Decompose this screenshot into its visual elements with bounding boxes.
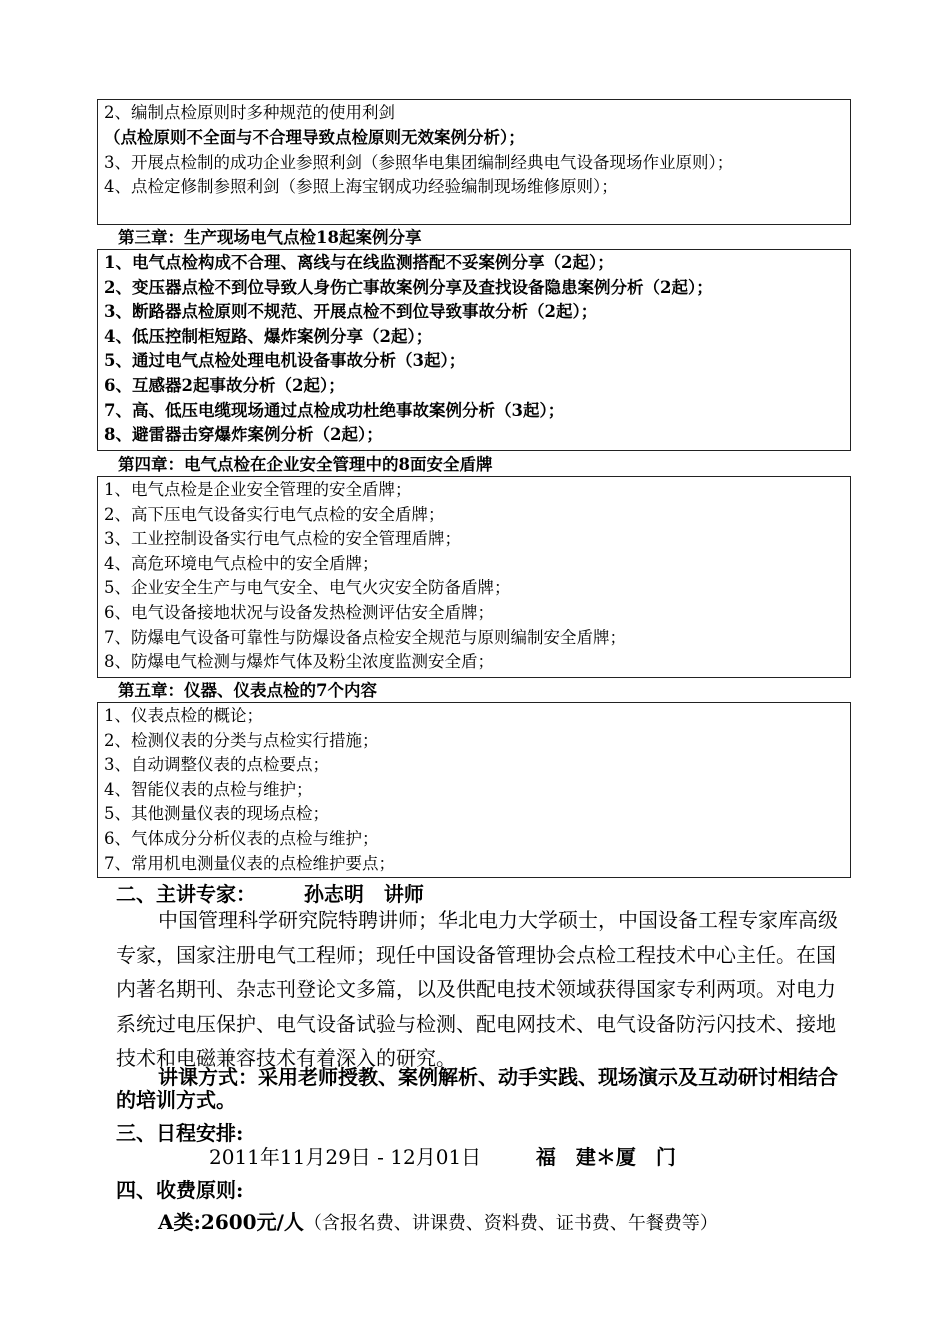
schedule-dates: 2011年11月29日 - 12月01日 bbox=[209, 1145, 482, 1169]
chapter4-item: 7、防爆电气设备可靠性与防爆设备点检安全规范与原则编制安全盾牌； bbox=[104, 627, 626, 647]
speaker-name: 孙志明 讲师 bbox=[303, 882, 424, 906]
chapter4-item: 4、高危环境电气点检中的安全盾牌； bbox=[104, 553, 379, 573]
chapter5-item: 2、检测仪表的分类与点检实行措施； bbox=[104, 730, 379, 750]
speaker-bio bbox=[116, 903, 838, 1076]
speaker-bio-text: 中国管理科学研究院特聘讲师；华北电力大学硕士，中国设备工程专家库高级专家，国家注册电气工程师；现任中国设备管理协会点检工程技术中心主任。在国内著名期刊、杂志刊登论文多篇，以及供配电技术领域获得国家专利两项。对电力系统过电压保护、电气设备试验与检测、配电网技术、电气设备防污闪技术、接地技术和电磁兼容技术有着深入的研究。 bbox=[116, 908, 838, 1070]
fees-row bbox=[158, 1206, 718, 1235]
chapter3-item: 5、通过电气点检处理电机设备事故分析（3起）； bbox=[104, 351, 466, 371]
box1-line-4: 4、点检定修制参照利剑（参照上海宝钢成功经验编制现场维修原则）； bbox=[104, 177, 618, 197]
chapter5-item: 4、智能仪表的点检与维护； bbox=[104, 779, 313, 799]
chapter5-item: 1、仪表点检的概论； bbox=[104, 706, 263, 725]
chapter5-item: 3、自动调整仪表的点检要点； bbox=[104, 755, 329, 775]
chapter3-item: 2、变压器点检不到位导致人身伤亡事故案例分享及查找设备隐患案例分析（2起）； bbox=[104, 277, 713, 297]
chapter5-item: 7、常用机电测量仪表的点检维护要点； bbox=[104, 853, 395, 873]
chapter3-item: 6、互感器2起事故分析（2起）； bbox=[104, 375, 345, 395]
chapter4-item: 3、工业控制设备实行电气点检的安全管理盾牌； bbox=[104, 529, 461, 549]
speaker-heading: 二、主讲专家： bbox=[116, 882, 256, 906]
chapter4-box bbox=[97, 476, 851, 678]
chapter4-item: 8、防爆电气检测与爆炸气体及粉尘浓度监测安全盾； bbox=[104, 652, 494, 672]
chapter5-title: 第五章：仪器、仪表点检的7个内容 bbox=[118, 681, 377, 700]
fees-class-label: A类:2600元/人 bbox=[158, 1210, 304, 1234]
schedule-row bbox=[209, 1141, 676, 1170]
box1-line-1: 2、编制点检原则时多种规范的使用利剑 bbox=[104, 103, 395, 122]
chapter3-item: 7、高、低压电缆现场通过点检成功杜绝事故案例分析（3起）； bbox=[104, 400, 565, 420]
chapter2-tail-box bbox=[97, 99, 851, 225]
chapter4-item: 5、企业安全生产与电气安全、电气火灾安全防备盾牌； bbox=[104, 578, 511, 598]
fees-class-detail: （含报名费、讲课费、资料费、证书费、午餐费等） bbox=[303, 1213, 718, 1234]
teaching-method bbox=[116, 1066, 838, 1112]
chapter5-item: 5、其他测量仪表的现场点检； bbox=[104, 804, 329, 824]
teaching-method-text: 讲课方式：采用老师授教、案例解析、动手实践、现场演示及互动研讨相结合的培训方式。 bbox=[116, 1065, 838, 1112]
chapter5-item: 6、气体成分分析仪表的点检与维护； bbox=[104, 828, 379, 848]
fees-heading: 四、收费原则: bbox=[116, 1178, 244, 1202]
chapter4-title: 第四章：电气点检在企业安全管理中的8面安全盾牌 bbox=[118, 455, 493, 474]
box1-line-2: （点检原则不全面与不合理导致点检原则无效案例分析）； bbox=[104, 127, 525, 147]
schedule-location: 福 建＊厦 门 bbox=[535, 1145, 676, 1169]
schedule-heading: 三、日程安排: bbox=[116, 1121, 244, 1145]
chapter4-item: 6、电气设备接地状况与设备发热检测评估安全盾牌； bbox=[104, 602, 494, 622]
chapter4-item: 1、电气点检是企业安全管理的安全盾牌； bbox=[104, 480, 412, 499]
chapter3-item: 8、避雷器击穿爆炸案例分析（2起）； bbox=[104, 425, 383, 445]
chapter4-item: 2、高下压电气设备实行电气点检的安全盾牌； bbox=[104, 504, 445, 524]
chapter3-box bbox=[97, 249, 851, 451]
chapter5-box bbox=[97, 702, 851, 878]
chapter3-item: 4、低压控制柜短路、爆炸案例分享（2起）； bbox=[104, 326, 433, 346]
chapter3-title: 第三章：生产现场电气点检18起案例分享 bbox=[118, 228, 422, 247]
box1-line-3: 3、开展点检制的成功企业参照利剑（参照华电集团编制经典电气设备现场作业原则）； bbox=[104, 153, 734, 173]
chapter3-item: 1、电气点检构成不合理、离线与在线监测搭配不妥案例分享（2起）； bbox=[104, 253, 614, 272]
chapter3-item: 3、断路器点检原则不规范、开展点检不到位导致事故分析（2起）； bbox=[104, 302, 598, 322]
